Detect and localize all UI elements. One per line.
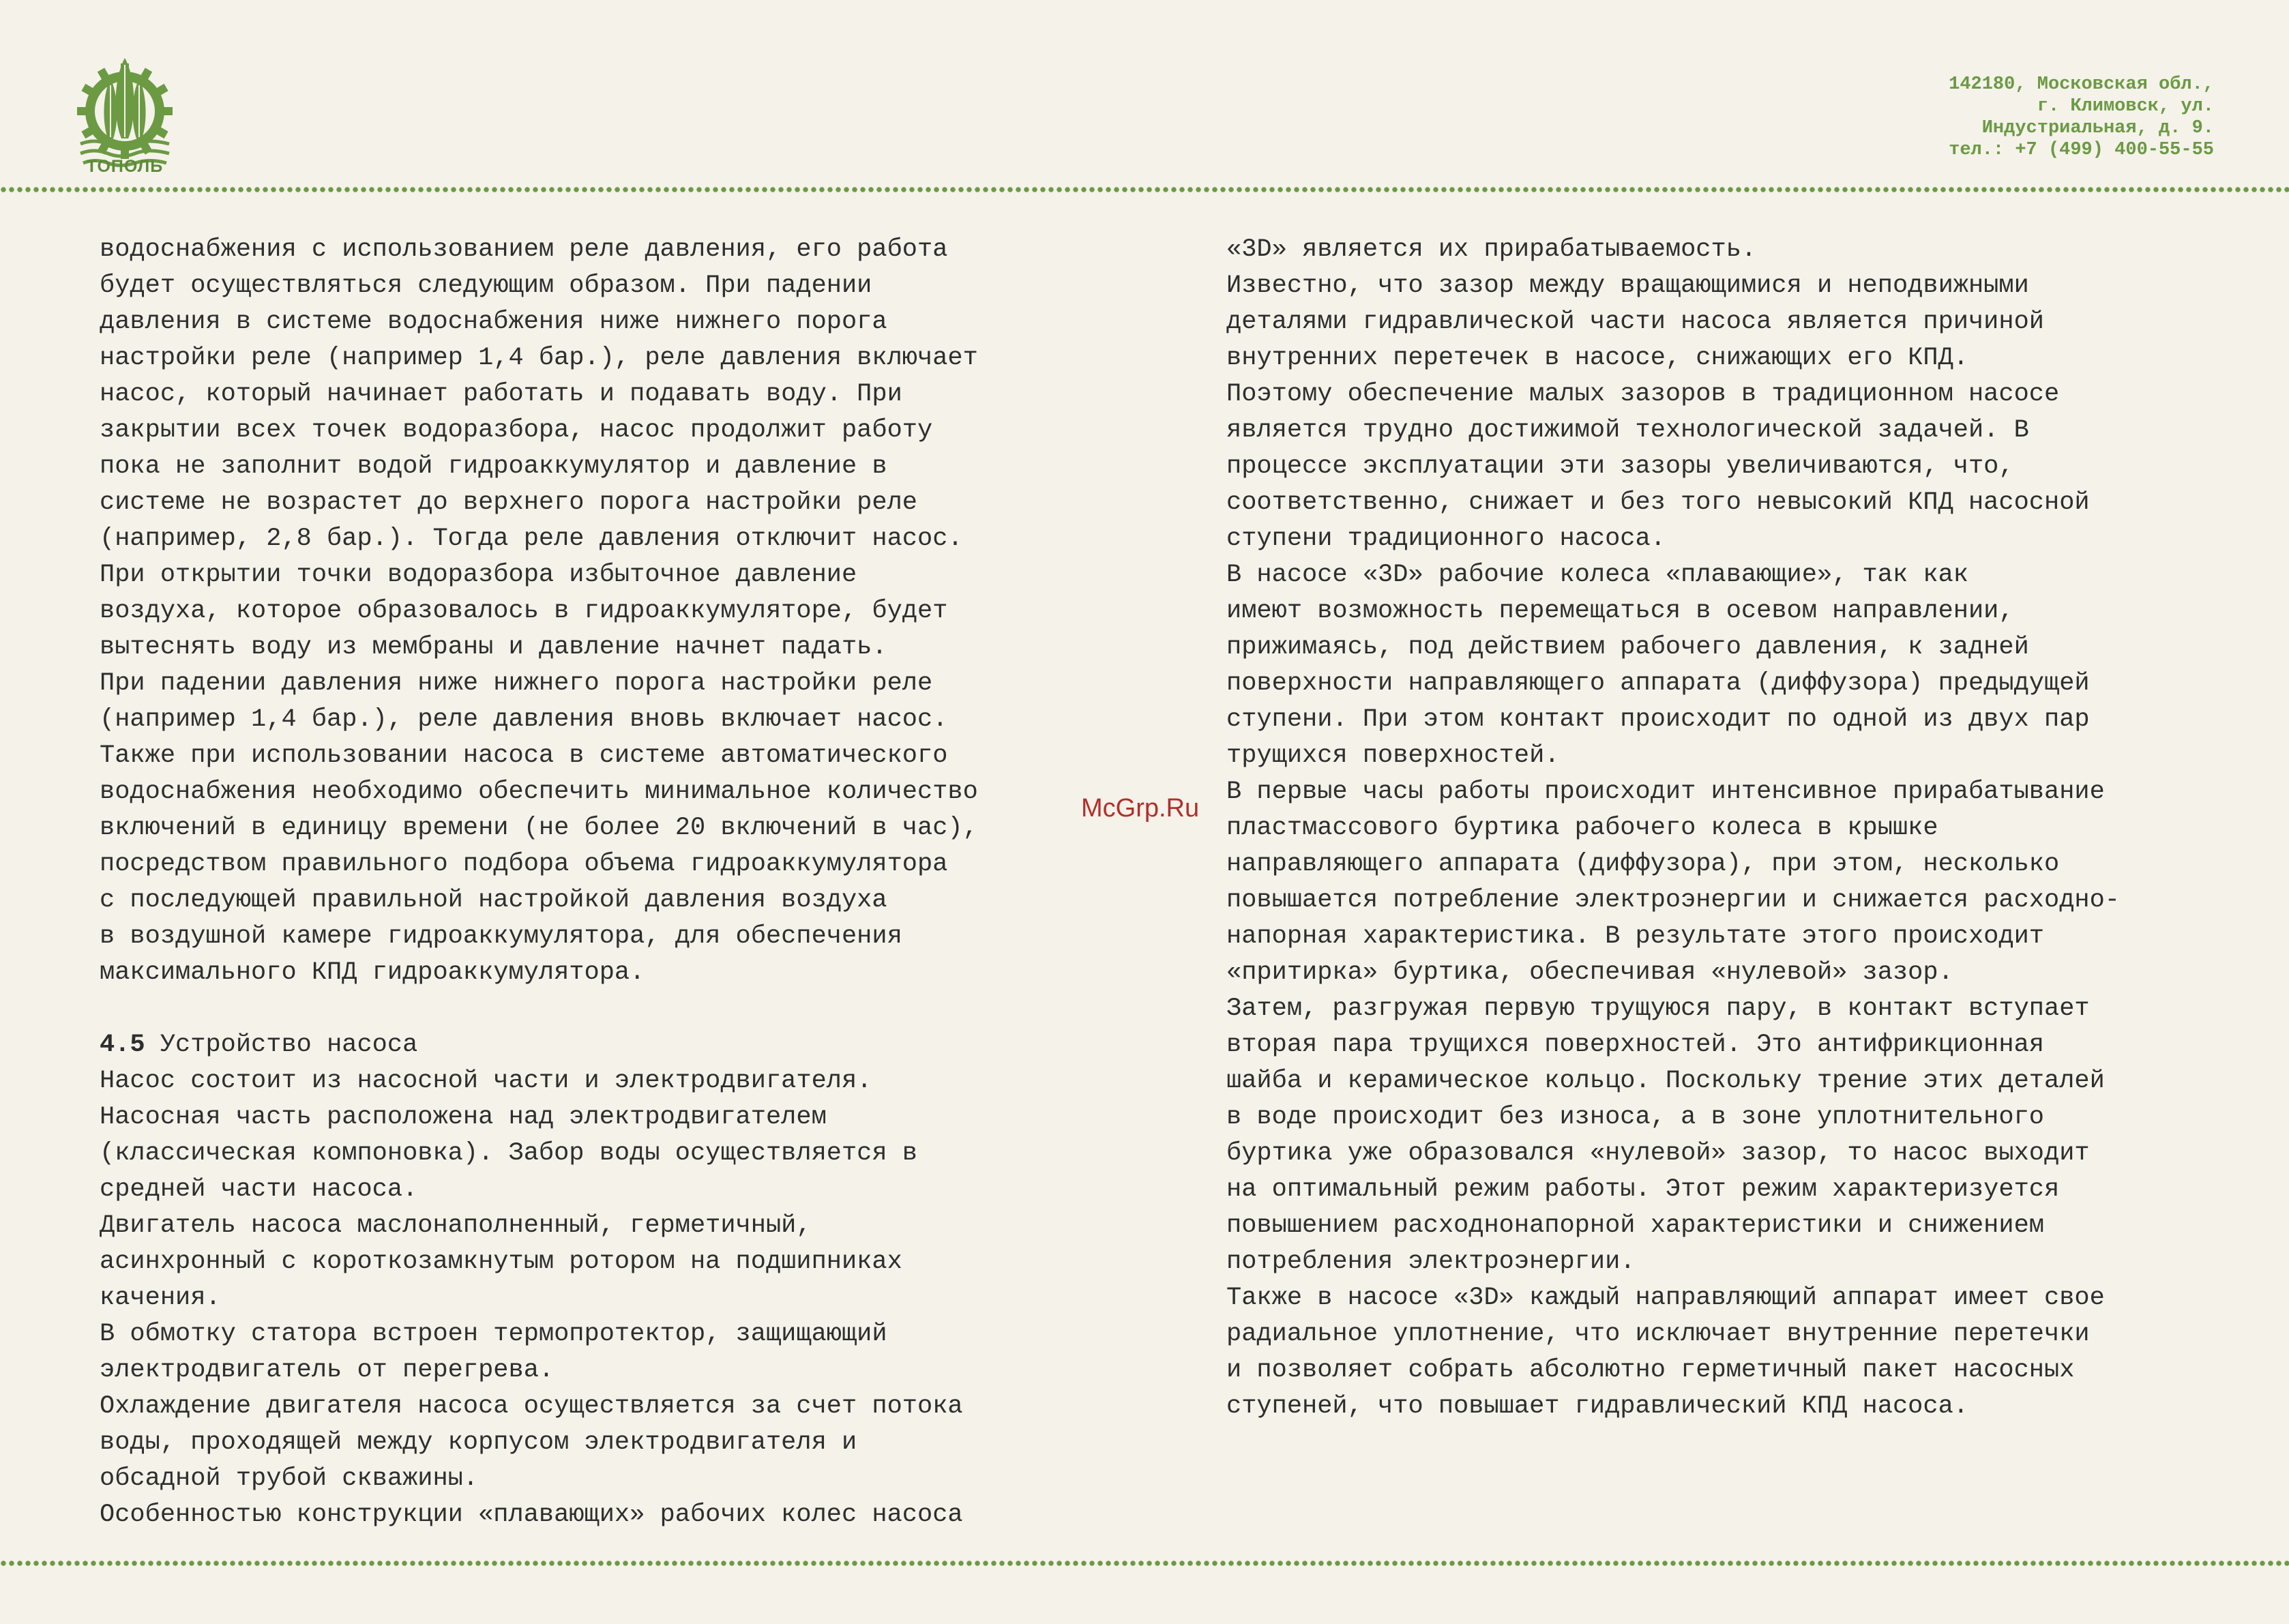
text-line: ступеней, что повышает гидравлический КПД насоса. <box>1226 1392 1968 1421</box>
text-line: поверхности направляющего аппарата (диффузора) предыдущей <box>1226 669 2090 698</box>
text-line: и позволяет собрать абсолютно герметичный пакет насосных <box>1226 1356 2075 1385</box>
top-dotted-divider <box>0 186 2289 193</box>
text-line: Охлаждение двигателя насоса осуществляется за счет потока <box>100 1392 963 1421</box>
text-line: буртика уже образовался «нулевой» зазор, то насос выходит <box>1226 1139 2090 1168</box>
text-line: максимального КПД гидроаккумулятора. <box>100 958 645 987</box>
text-line: повышением расходнонапорной характеристики и снижением <box>1226 1211 2044 1240</box>
text-line: Поэтому обеспечение малых зазоров в традиционном насосе <box>1226 380 2060 409</box>
text-line: в воздушной камере гидроаккумулятора, для обеспечения <box>100 922 902 951</box>
text-line: радиальное уплотнение, что исключает внутренние перетечки <box>1226 1320 2090 1348</box>
text-line: воздуха, которое образовалось в гидроаккумуляторе, будет <box>100 597 948 625</box>
section-heading <box>100 1027 978 1063</box>
page-header <box>0 0 2289 191</box>
text-line: При открытии точки водоразбора избыточное давление <box>100 561 857 589</box>
text-line: вторая пара трущихся поверхностей. Это антифрикционная <box>1226 1031 2044 1059</box>
text-line: Двигатель насоса маслонаполненный, герметичный, <box>100 1211 812 1240</box>
text-line: воды, проходящей между корпусом электродвигателя и <box>100 1428 857 1457</box>
text-line: прижимаясь, под действием рабочего давления, к задней <box>1226 633 2029 662</box>
watermark-text: McGrp.Ru <box>1081 794 1200 823</box>
text-line: направляющего аппарата (диффузора), при этом, несколько <box>1226 850 2060 879</box>
text-line: системе не возрастет до верхнего порога настройки реле <box>100 488 917 517</box>
text-line: электродвигатель от перегрева. <box>100 1356 555 1385</box>
section-number: 4.5 <box>100 1031 145 1059</box>
text-line: «притирка» буртика, обеспечивая «нулевой» зазор. <box>1226 958 1953 987</box>
text-line: внутренних перетечек в насосе, снижающих его КПД. <box>1226 344 1968 372</box>
text-line: ступени. При этом контакт происходит по одной из двух пар <box>1226 705 2090 734</box>
text-line: является трудно достижимой технологической задачей. В <box>1226 416 2029 445</box>
text-line: Также при использовании насоса в системе автоматического <box>100 741 948 770</box>
text-line: вытеснять воду из мембраны и давление начнет падать. <box>100 633 887 662</box>
text-line: будет осуществляться следующим образом. При падении <box>100 271 872 300</box>
text-line: соответственно, снижает и без того невысокий КПД насосной <box>1226 488 2090 517</box>
text-line: насос, который начинает работать и подавать воду. При <box>100 380 902 409</box>
text-line: процессе эксплуатации эти зазоры увеличиваются, что, <box>1226 452 2014 481</box>
text-line: повышается потребление электроэнергии и снижается расходно- <box>1226 886 2121 915</box>
text-line: В первые часы работы происходит интенсивное прирабатывание <box>1226 778 2105 806</box>
text-line: Насосная часть расположена над электродвигателем <box>100 1103 827 1132</box>
text-line: (классическая компоновка). Забор воды осуществляется в <box>100 1139 917 1168</box>
address-phone: тел.: +7 (499) 400-55-55 <box>1949 140 2214 160</box>
text-line: средней части насоса. <box>100 1175 418 1204</box>
paragraph-relay-operation <box>100 232 978 991</box>
paragraph-pump-design <box>100 1063 978 1533</box>
text-line: Насос состоит из насосной части и электродвигателя. <box>100 1067 872 1095</box>
text-line: пластмассового буртика рабочего колеса в крышке <box>1226 814 1938 842</box>
text-line: посредством правильного подбора объема гидроаккумулятора <box>100 850 948 879</box>
address-line: 142180, Московская обл., <box>1949 74 2214 95</box>
text-line: качения. <box>100 1284 221 1312</box>
text-line: потребления электроэнергии. <box>1226 1247 1636 1276</box>
text-line: пока не заполнит водой гидроаккумулятор и давление в <box>100 452 887 481</box>
text-line: в воде происходит без износа, а в зоне уплотнительного <box>1226 1103 2044 1132</box>
text-line: Также в насосе «3D» каждый направляющий аппарат имеет свое <box>1226 1284 2105 1312</box>
text-line: деталями гидравлической части насоса является причиной <box>1226 308 2044 336</box>
text-line: Особенностью конструкции «плавающих» рабочих колес насоса <box>100 1501 963 1529</box>
text-line: включений в единицу времени (не более 20 включений в час), <box>100 814 978 842</box>
text-line: «3D» является их прирабатываемость. <box>1226 235 1757 264</box>
text-line: (например, 2,8 бар.). Тогда реле давления отключит насос. <box>100 525 963 553</box>
text-line: В обмотку статора встроен термопротектор, защищающий <box>100 1320 887 1348</box>
text-line: В насосе «3D» рабочие колеса «плавающие», так как <box>1226 561 1968 589</box>
text-line: на оптимальный режим работы. Этот режим характеризуется <box>1226 1175 2060 1204</box>
text-line: водоснабжения необходимо обеспечить минимальное количество <box>100 778 978 806</box>
text-line: шайба и керамическое кольцо. Поскольку трение этих деталей <box>1226 1067 2105 1095</box>
text-line: закрытии всех точек водоразбора, насос продолжит работу <box>100 416 933 445</box>
logo-caption: ТОПОЛЬ <box>86 157 164 176</box>
company-address <box>1949 74 2214 161</box>
address-line: г. Климовск, ул. <box>2037 96 2214 117</box>
text-line: трущихся поверхностей. <box>1226 741 1560 770</box>
text-line: настройки реле (например 1,4 бар.), реле давления включает <box>100 344 978 372</box>
text-line: водоснабжения с использованием реле давления, его работа <box>100 235 948 264</box>
text-line: При падении давления ниже нижнего порога настройки реле <box>100 669 933 698</box>
text-line: имеют возможность перемещаться в осевом направлении, <box>1226 597 2014 625</box>
text-line: давления в системе водоснабжения ниже нижнего порога <box>100 308 887 336</box>
text-line: асинхронный с короткозамкнутым ротором на подшипниках <box>100 1247 902 1276</box>
text-line: Затем, разгружая первую трущуюся пару, в контакт вступает <box>1226 994 2090 1023</box>
left-column <box>100 232 978 1533</box>
right-column <box>1226 232 2120 1425</box>
spacer <box>100 991 978 1027</box>
text-line: обсадной трубой скважины. <box>100 1464 479 1493</box>
section-title: Устройство насоса <box>145 1031 418 1059</box>
text-line: Известно, что зазор между вращающимися и неподвижными <box>1226 271 2029 300</box>
text-line: с последующей правильной настройкой давления воздуха <box>100 886 887 915</box>
text-line: (например 1,4 бар.), реле давления вновь включает насос. <box>100 705 948 734</box>
address-line: Индустриальная, д. 9. <box>1981 118 2214 138</box>
text-line: напорная характеристика. В результате этого происходит <box>1226 922 2044 951</box>
text-line: ступени традиционного насоса. <box>1226 525 1666 553</box>
bottom-dotted-divider <box>0 1560 2289 1567</box>
